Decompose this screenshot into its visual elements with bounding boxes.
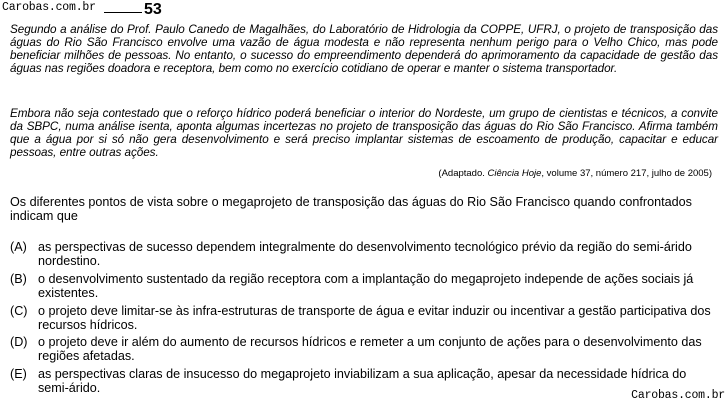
option-letter: (E) [10,367,27,382]
option-b[interactable] [10,272,720,300]
question-number-line [104,12,142,13]
option-text: as perspectivas de sucesso dependem integralmente do desenvolvimento tecnológico prévio da região do semi-árido nordestino. [38,240,692,268]
watermark-bottom: Carobas.com.br [631,389,725,402]
option-text: as perspectivas claras de insucesso do megaprojeto inviabilizam a sua aplicação, apesar da necessidade hídrica do semi-árido. [38,367,687,396]
option-c[interactable] [10,304,720,332]
option-d[interactable] [10,335,720,363]
source-journal: Ciência Hoje [487,168,542,179]
watermark-top: Carobas.com.br [2,1,96,14]
question-number: 53 [144,1,162,18]
option-text: o projeto deve limitar-se às infra-estruturas de transporte de água e evitar induzir ou incentivar a gestão participativa dos recursos hídricos. [38,303,711,332]
option-letter: (C) [10,303,28,318]
answer-options [10,240,720,399]
option-e[interactable] [10,367,720,395]
source-prefix: (Adaptado. [438,168,488,179]
option-a[interactable] [10,240,720,268]
source-suffix: , volume 37, número 217, julho de 2005) [541,168,712,179]
passage-paragraph-1: Segundo a análise do Prof. Paulo Canedo de Magalhães, do Laboratório de Hidrologia da COPPE, UFRJ, o projeto de transposição das águas do Rio São Francisco envolve uma vazão de água modesta e não representa nenhum perigo para o Velho Chico, mas pode beneficiar milhões de pessoas. No entanto, o sucesso do empreendimento dependerá do aprimoramento da capacidade de gestão das águas nas regiões doadora e receptora, bem como no exercício cotidiano de operar e manter o sistema transportador. [10,23,718,76]
question-stem: Os diferentes pontos de vista sobre o megaprojeto de transposição das águas do Rio São Francisco quando confrontados indicam que [10,195,692,223]
option-text: o projeto deve ir além do aumento de recursos hídricos e remeter a um conjunto de ações para o desenvolvimento das regiões afetadas. [38,335,702,364]
option-letter: (B) [10,271,27,286]
passage-paragraph-2: Embora não seja contestado que o reforço hídrico poderá beneficiar o interior do Nordeste, um grupo de cientistas e técnicos, a convite da SBPC, numa análise isenta, aponta algumas incertezas no projeto de transposição das águas do Rio São Francisco. Afirma também que a água por si só não gera desenvolvimento e será preciso implantar sistemas de escoamento de produção, capacitar e educar pessoas, entre outras ações. [10,107,718,160]
option-letter: (D) [10,335,28,350]
option-text: o desenvolvimento sustentado da região receptora com a implantação do megaprojeto independe de ações sociais já existentes. [38,271,694,300]
passage-source [438,168,712,179]
option-letter: (A) [10,240,27,254]
